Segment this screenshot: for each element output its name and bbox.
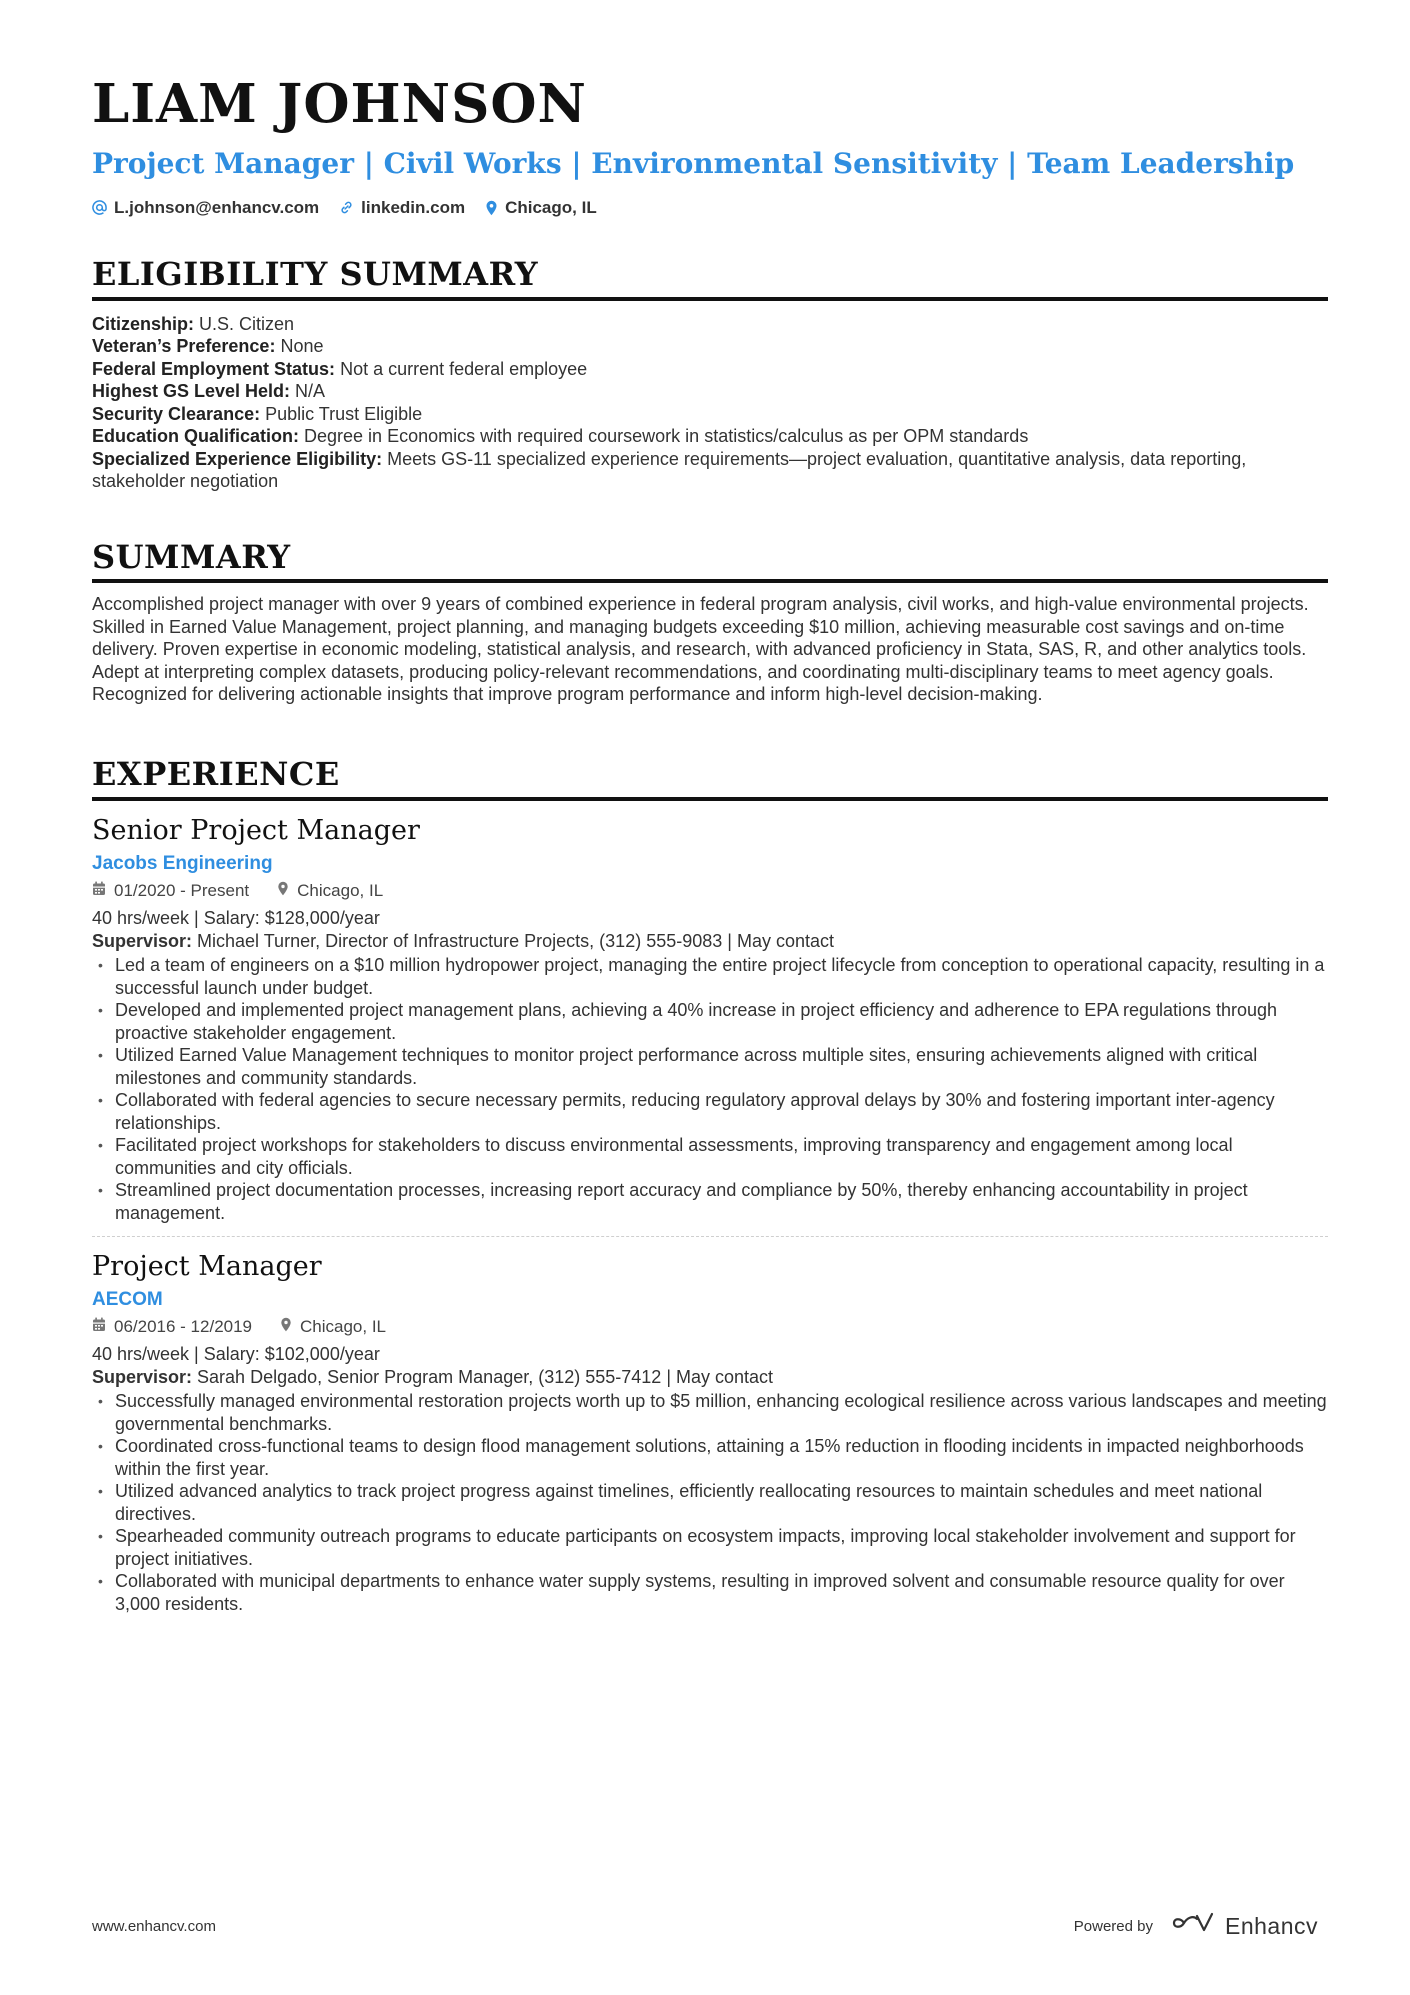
bullet-item: • Facilitated project workshops for stakeholders to discuss environmental assessments, improving transparency and engagement among local communities and city officials. xyxy=(92,1134,1328,1179)
job-divider xyxy=(92,1236,1328,1237)
eligibility-label: Highest GS Level Held: xyxy=(92,381,291,402)
job-title: Project Manager xyxy=(92,1251,322,1283)
job-hours-salary: 40 hrs/week | Salary: $128,000/year xyxy=(92,908,380,929)
bullet-item: • Collaborated with federal agencies to secure necessary permits, reducing regulatory approval delays by 30% and fostering important inter-agency relationships. xyxy=(92,1089,1328,1134)
candidate-tagline: Project Manager | Civil Works | Environmental Sensitivity | Team Leadership xyxy=(92,147,1295,180)
location-pin-icon xyxy=(485,200,498,216)
bullet-item: • Led a team of engineers on a $10 million hydropower project, managing the entire project lifecycle from conception to operational capacity, resulting in a successful launch under budget. xyxy=(92,954,1328,999)
eligibility-value: Meets GS-11 specialized experience requirements—project evaluation, quantitative analysis, data reporting, stakeholder negotiation xyxy=(92,448,1247,492)
link-icon xyxy=(339,200,354,215)
company-name: AECOM xyxy=(92,1289,163,1311)
job-dates-text: 06/2016 - 12/2019 xyxy=(114,1317,253,1337)
summary-heading: SUMMARY xyxy=(92,539,1328,584)
eligibility-label: Citizenship: xyxy=(92,313,194,334)
job-bullets xyxy=(92,1390,1328,1615)
location-pin-icon xyxy=(277,881,289,901)
calendar-icon xyxy=(92,1317,106,1337)
job-entry xyxy=(92,815,1328,1224)
job-location-text: Chicago, IL xyxy=(297,881,384,901)
candidate-name: LIAM JOHNSON xyxy=(92,73,587,135)
job-title: Senior Project Manager xyxy=(92,814,420,846)
job-location xyxy=(280,1317,386,1337)
summary-section xyxy=(92,539,1328,706)
job-supervisor xyxy=(92,930,1328,953)
job-meta xyxy=(92,1317,1328,1337)
supervisor-label: Supervisor: xyxy=(92,1366,193,1387)
contact-bar xyxy=(92,198,1328,218)
enhancv-logo-icon xyxy=(1171,1912,1217,1940)
job-supervisor xyxy=(92,1366,1328,1389)
bullet-item: • Collaborated with municipal departments to enhance water supply systems, resulting in improved solvent and consumable resource quality for over 3,000 residents. xyxy=(92,1570,1328,1615)
job-location xyxy=(277,881,383,901)
supervisor-label: Supervisor: xyxy=(92,930,193,951)
eligibility-list xyxy=(92,313,1328,493)
brand-logo[interactable] xyxy=(1171,1912,1318,1940)
company-name: Jacobs Engineering xyxy=(92,853,273,875)
contact-linkedin[interactable] xyxy=(339,198,465,218)
eligibility-heading: ELIGIBILITY SUMMARY xyxy=(92,256,1328,301)
experience-section xyxy=(92,756,1328,1616)
eligibility-value: None xyxy=(275,336,324,357)
eligibility-label: Specialized Experience Eligibility: xyxy=(92,448,383,469)
bullet-item: • Coordinated cross-functional teams to design flood management solutions, attaining a 15% reduction in flooding incidents in impacted neighborhoods within the first year. xyxy=(92,1435,1328,1480)
contact-linkedin-text: linkedin.com xyxy=(361,197,466,217)
experience-heading: EXPERIENCE xyxy=(92,756,1328,801)
page-footer xyxy=(92,1912,1318,1940)
calendar-icon xyxy=(92,881,106,901)
contact-email-text: L.johnson@enhancv.com xyxy=(114,197,320,217)
eligibility-item xyxy=(92,448,1328,493)
job-dates-text: 01/2020 - Present xyxy=(114,881,250,901)
eligibility-value: U.S. Citizen xyxy=(194,313,295,334)
powered-by xyxy=(1074,1912,1318,1940)
eligibility-item xyxy=(92,335,1328,358)
eligibility-item xyxy=(92,403,1328,426)
contact-location-text: Chicago, IL xyxy=(505,197,597,217)
eligibility-value: N/A xyxy=(290,381,326,402)
powered-by-label: Powered by xyxy=(1073,1917,1153,1935)
eligibility-value: Degree in Economics with required coursework in statistics/calculus as per OPM standards xyxy=(299,426,1029,447)
contact-email[interactable] xyxy=(92,198,319,218)
eligibility-label: Security Clearance: xyxy=(92,403,261,424)
location-pin-icon xyxy=(280,1317,292,1337)
eligibility-item xyxy=(92,380,1328,403)
bullet-item: • Developed and implemented project management plans, achieving a 40% increase in project efficiency and adherence to EPA regulations through proactive stakeholder engagement. xyxy=(92,999,1328,1044)
job-bullets xyxy=(92,954,1328,1224)
eligibility-value: Not a current federal employee xyxy=(335,358,588,379)
job-hours-salary: 40 hrs/week | Salary: $102,000/year xyxy=(92,1344,380,1365)
bullet-item: • Spearheaded community outreach programs to educate participants on ecosystem impacts, improving local stakeholder involvement and support for project initiatives. xyxy=(92,1525,1328,1570)
contact-location xyxy=(485,198,597,218)
footer-url[interactable]: www.enhancv.com xyxy=(92,1917,216,1935)
job-dates xyxy=(92,881,249,901)
supervisor-value: Sarah Delgado, Senior Program Manager, (312) 555-7412 | May contact xyxy=(192,1366,774,1387)
bullet-item: • Successfully managed environmental restoration projects worth up to $5 million, enhancing ecological resilience across various landscapes and meeting governmental benchmarks. xyxy=(92,1390,1328,1435)
bullet-item: • Utilized Earned Value Management techniques to monitor project performance across multiple sites, ensuring achievements aligned with critical milestones and community standards. xyxy=(92,1044,1328,1089)
resume-page xyxy=(92,73,1328,1615)
eligibility-label: Federal Employment Status: xyxy=(92,358,336,379)
job-meta xyxy=(92,881,1328,901)
eligibility-section xyxy=(92,256,1328,493)
brand-name: Enhancv xyxy=(1224,1912,1318,1939)
eligibility-label: Veteran’s Preference: xyxy=(92,336,276,357)
job-dates xyxy=(92,1317,252,1337)
eligibility-value: Public Trust Eligible xyxy=(260,403,423,424)
eligibility-item xyxy=(92,425,1328,448)
eligibility-item xyxy=(92,358,1328,381)
job-location-text: Chicago, IL xyxy=(300,1317,387,1337)
bullet-item: • Utilized advanced analytics to track project progress against timelines, efficiently reallocating resources to maintain schedules and meet national directives. xyxy=(92,1480,1328,1525)
bullet-item: • Streamlined project documentation processes, increasing report accuracy and compliance by 50%, thereby enhancing accountability in project management. xyxy=(92,1179,1328,1224)
supervisor-value: Michael Turner, Director of Infrastructure Projects, (312) 555-9083 | May contact xyxy=(192,930,834,951)
summary-text: Accomplished project manager with over 9 years of combined experience in federal program analysis, civil works, and high-value environmental projects. Skilled in Earned Value Management, project planning, and managing budgets exceeding $10 million, achieving measurable cost savings and on-time delivery. Proven expertise in economic modeling, statistical analysis, and research, with advanced proficiency in Stata, SAS, R, and other analytics tools. Adept at interpreting complex datasets, producing policy-relevant recommendations, and coordinating multi-disciplinary teams to meet agency goals. Recognized for delivering actionable insights that improve program performance and inform high-level decision-making. xyxy=(92,594,1309,705)
at-icon xyxy=(92,200,107,215)
eligibility-label: Education Qualification: xyxy=(92,426,300,447)
job-entry xyxy=(92,1251,1328,1615)
eligibility-item xyxy=(92,313,1328,336)
